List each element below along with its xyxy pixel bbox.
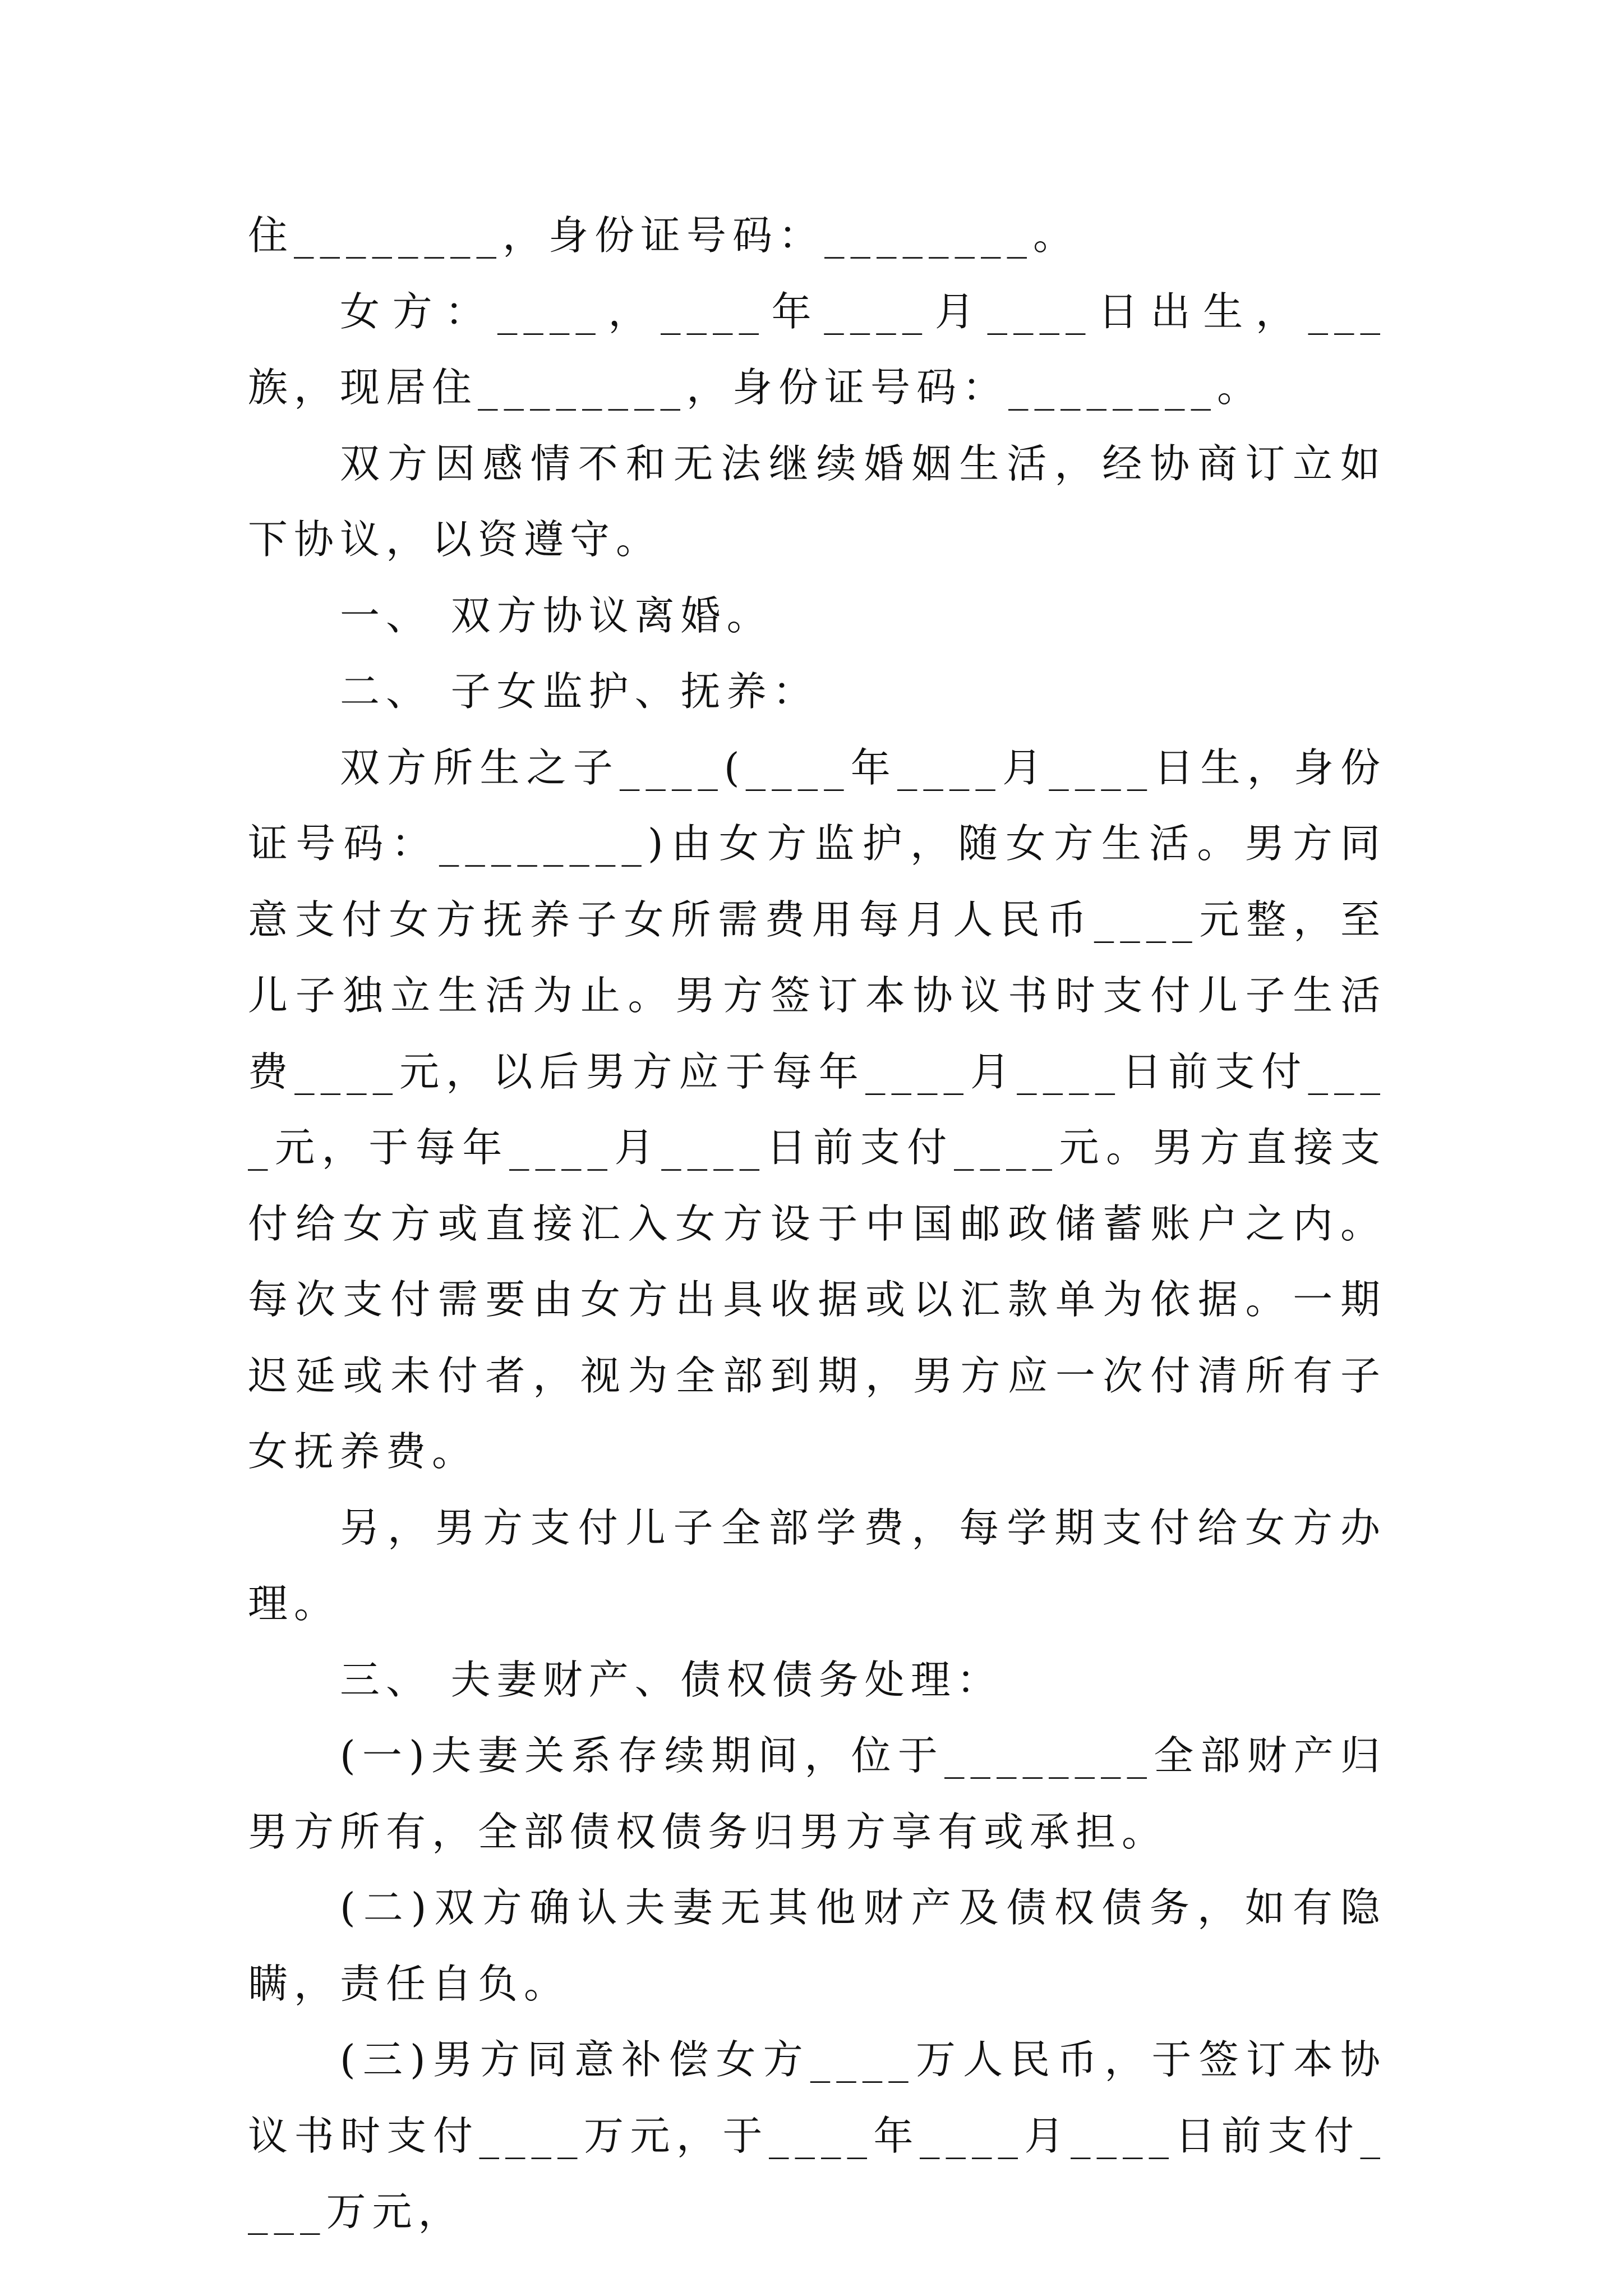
paragraph-tuition: 另，男方支付儿子全部学费，每学期支付给女方办理。 [248, 1504, 1386, 1627]
section-heading-property: 三、 夫妻财产、债权债务处理： [340, 1656, 1003, 1703]
section-heading-custody: 二、 子女监护、抚养： [340, 668, 819, 715]
paragraph-property-1: (一)夫妻关系存续期间，位于________全部财产归男方所有，全部债权债务归男方享有或承担。 [248, 1732, 1386, 1855]
paragraph-preamble: 双方因感情不和无法继续婚姻生活，经协商订立如下协议，以资遵守。 [248, 440, 1386, 563]
document-body [248, 197, 1386, 2250]
section-heading-divorce: 一、 双方协议离婚。 [340, 592, 773, 639]
paragraph-property-2: (二)双方确认夫妻无其他财产及债权债务，如有隐瞒，责任自负。 [248, 1884, 1386, 2007]
paragraph-female-party: 女方：____，____年____月____日出生，___族，现居住________，身份证号码：________。 [248, 288, 1386, 411]
paragraph-property-3: (三)男方同意补偿女方____万人民币，于签订本协议书时支付____万元，于____年____月____日前支付____万元， [248, 2036, 1386, 2235]
paragraph-child-support: 双方所生之子____(____年____月____日生，身份证号码：________)由女方监护，随女方生活。男方同意支付女方抚养子女所需费用每月人民币____元整，至儿子独立生活为止。男方签订本协议书时支付儿子生活费____元，以后男方应于每年____月____日前支付____元，于每年____月____日前支付____元。男方直接支付给女方或直接汇入女方设于中国邮政储蓄账户之内。每次支付需要由女方出具收据或以汇款单为依据。一期迟延或未付者，视为全部到期，男方应一次付清所有子女抚养费。 [248, 744, 1386, 1475]
paragraph-residence-cont: 住________，身份证号码：________。 [248, 212, 1080, 259]
